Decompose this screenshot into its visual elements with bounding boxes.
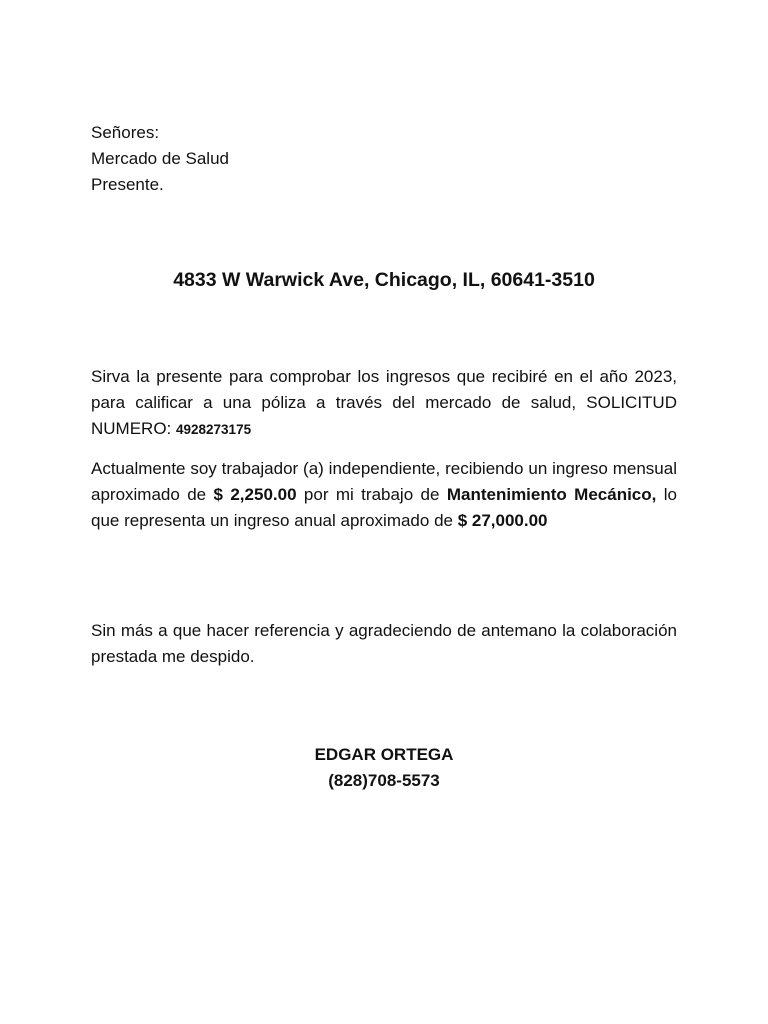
paragraph-closing: Sin más a que hacer referencia y agradeciendo de antemano la colaboración prestada me despido. [91,621,677,666]
greeting-block [91,120,229,198]
application-number: 4928273175 [176,422,252,437]
income-text-part1: Actualmente soy trabajador (a) independiente, recibiendo un ingreso mensual aproximado de [91,459,677,504]
monthly-income-amount: $ 2,250.00 [213,485,297,504]
paragraph-income [91,456,677,534]
address-heading: 4833 W Warwick Ave, Chicago, IL, 60641-3510 [173,269,595,291]
signature-phone: (828)708-5573 [328,771,440,790]
greeting-line-senores: Señores: [91,123,160,142]
paragraph-purpose [91,364,677,443]
greeting-line-presente: Presente. [91,175,164,194]
income-text-part3: lo que representa un ingreso anual aproximado de [91,485,677,530]
greeting-line-recipient: Mercado de Salud [91,149,229,168]
annual-income-amount: $ 27,000.00 [457,511,548,530]
job-title: Mantenimiento Mecánico, [446,485,657,504]
income-text-part2: por mi trabajo de [296,485,447,504]
signature-name: EDGAR ORTEGA [314,745,454,764]
signature-block [0,742,768,794]
paragraph-purpose-text: Sirva la presente para comprobar los ingresos que recibiré en el año 2023, para calificar a una póliza a través del mercado de salud, SOLICITUD NUMERO: [91,367,677,438]
